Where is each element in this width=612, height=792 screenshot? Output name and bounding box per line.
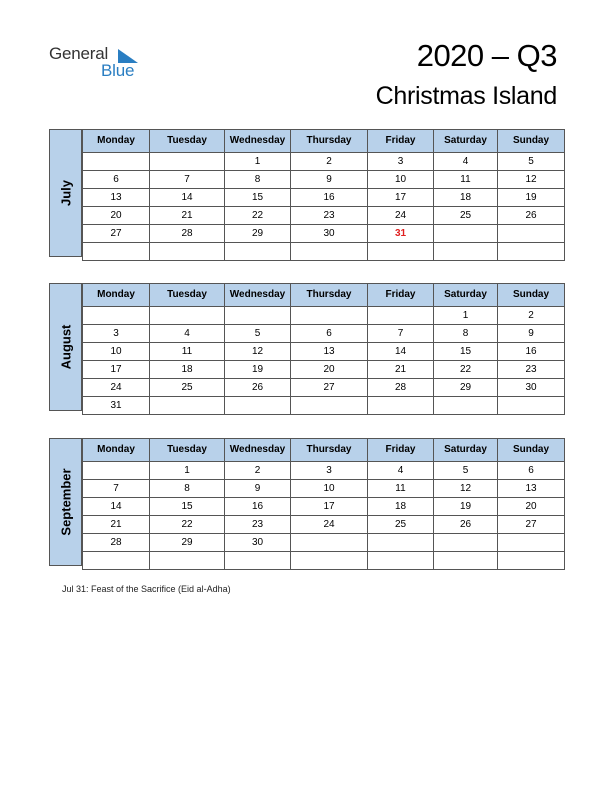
day-cell: 24 bbox=[291, 516, 368, 534]
weekday-header: Saturday bbox=[434, 130, 498, 153]
empty-day-cell bbox=[83, 243, 150, 261]
weekday-header: Friday bbox=[368, 439, 434, 462]
empty-day-cell bbox=[368, 534, 434, 552]
empty-day-cell bbox=[291, 243, 368, 261]
logo bbox=[49, 44, 149, 84]
day-cell: 29 bbox=[225, 225, 291, 243]
week-row bbox=[83, 243, 565, 261]
day-cell: 18 bbox=[434, 189, 498, 207]
day-cell: 10 bbox=[368, 171, 434, 189]
day-cell: 13 bbox=[291, 343, 368, 361]
weekday-header: Wednesday bbox=[225, 284, 291, 307]
logo-blue-text: Blue bbox=[101, 61, 135, 80]
day-cell: 17 bbox=[291, 498, 368, 516]
day-cell: 14 bbox=[150, 189, 225, 207]
weekday-header: Saturday bbox=[434, 439, 498, 462]
day-cell: 11 bbox=[368, 480, 434, 498]
day-cell: 15 bbox=[434, 343, 498, 361]
day-cell: 12 bbox=[434, 480, 498, 498]
week-row bbox=[83, 480, 565, 498]
day-cell: 21 bbox=[150, 207, 225, 225]
day-cell: 18 bbox=[368, 498, 434, 516]
day-cell: 22 bbox=[225, 207, 291, 225]
empty-day-cell bbox=[368, 243, 434, 261]
month-label bbox=[49, 129, 82, 257]
day-cell: 31 bbox=[83, 397, 150, 415]
month-name: August bbox=[58, 324, 73, 370]
empty-day-cell bbox=[498, 534, 565, 552]
day-cell: 21 bbox=[83, 516, 150, 534]
weekday-header-row bbox=[83, 130, 565, 153]
day-cell: 2 bbox=[498, 307, 565, 325]
empty-day-cell bbox=[368, 397, 434, 415]
week-row bbox=[83, 307, 565, 325]
empty-day-cell bbox=[291, 534, 368, 552]
day-cell: 5 bbox=[498, 153, 565, 171]
day-cell: 8 bbox=[225, 171, 291, 189]
day-cell: 15 bbox=[150, 498, 225, 516]
day-cell: 29 bbox=[434, 379, 498, 397]
day-cell: 18 bbox=[150, 361, 225, 379]
day-cell: 3 bbox=[83, 325, 150, 343]
day-cell: 27 bbox=[291, 379, 368, 397]
empty-day-cell bbox=[368, 307, 434, 325]
day-cell: 16 bbox=[291, 189, 368, 207]
day-cell: 20 bbox=[498, 498, 565, 516]
weekday-header: Sunday bbox=[498, 439, 565, 462]
empty-day-cell bbox=[291, 307, 368, 325]
empty-day-cell bbox=[434, 534, 498, 552]
week-row bbox=[83, 325, 565, 343]
empty-day-cell bbox=[150, 552, 225, 570]
day-cell: 26 bbox=[225, 379, 291, 397]
day-cell: 14 bbox=[83, 498, 150, 516]
calendar-grid bbox=[82, 283, 565, 415]
weekday-header: Wednesday bbox=[225, 130, 291, 153]
weekday-header: Thursday bbox=[291, 439, 368, 462]
day-cell: 17 bbox=[83, 361, 150, 379]
day-cell: 5 bbox=[225, 325, 291, 343]
week-row bbox=[83, 171, 565, 189]
weekday-header: Monday bbox=[83, 130, 150, 153]
day-cell: 1 bbox=[434, 307, 498, 325]
month-label bbox=[49, 438, 82, 566]
holiday-note: Jul 31: Feast of the Sacrifice (Eid al-Adha) bbox=[62, 584, 231, 594]
day-cell: 28 bbox=[368, 379, 434, 397]
empty-day-cell bbox=[498, 397, 565, 415]
weekday-header: Sunday bbox=[498, 284, 565, 307]
day-cell: 30 bbox=[498, 379, 565, 397]
day-cell: 5 bbox=[434, 462, 498, 480]
day-cell: 4 bbox=[150, 325, 225, 343]
weekday-header-row bbox=[83, 284, 565, 307]
empty-day-cell bbox=[498, 225, 565, 243]
day-cell: 10 bbox=[291, 480, 368, 498]
day-cell: 27 bbox=[83, 225, 150, 243]
weekday-header: Monday bbox=[83, 439, 150, 462]
day-cell: 16 bbox=[498, 343, 565, 361]
day-cell: 13 bbox=[498, 480, 565, 498]
empty-day-cell bbox=[83, 307, 150, 325]
empty-day-cell bbox=[225, 307, 291, 325]
day-cell: 30 bbox=[225, 534, 291, 552]
day-cell: 8 bbox=[150, 480, 225, 498]
day-cell: 25 bbox=[434, 207, 498, 225]
week-row bbox=[83, 343, 565, 361]
day-cell: 21 bbox=[368, 361, 434, 379]
day-cell: 7 bbox=[83, 480, 150, 498]
weekday-header: Tuesday bbox=[150, 284, 225, 307]
day-cell: 15 bbox=[225, 189, 291, 207]
day-cell: 28 bbox=[150, 225, 225, 243]
empty-day-cell bbox=[150, 307, 225, 325]
day-cell: 6 bbox=[83, 171, 150, 189]
empty-day-cell bbox=[434, 397, 498, 415]
day-cell: 13 bbox=[83, 189, 150, 207]
weekday-header: Friday bbox=[368, 284, 434, 307]
day-cell: 3 bbox=[291, 462, 368, 480]
day-cell: 27 bbox=[498, 516, 565, 534]
day-cell: 26 bbox=[498, 207, 565, 225]
page-subtitle: Christmas Island bbox=[375, 82, 557, 110]
week-row bbox=[83, 361, 565, 379]
day-cell: 12 bbox=[498, 171, 565, 189]
weekday-header: Thursday bbox=[291, 284, 368, 307]
day-cell: 20 bbox=[291, 361, 368, 379]
weekday-header: Wednesday bbox=[225, 439, 291, 462]
weekday-header-row bbox=[83, 439, 565, 462]
day-cell: 19 bbox=[434, 498, 498, 516]
day-cell: 19 bbox=[498, 189, 565, 207]
day-cell: 25 bbox=[150, 379, 225, 397]
empty-day-cell bbox=[83, 552, 150, 570]
empty-day-cell bbox=[83, 462, 150, 480]
day-cell: 14 bbox=[368, 343, 434, 361]
month-calendar bbox=[49, 283, 564, 411]
weekday-header: Monday bbox=[83, 284, 150, 307]
day-cell: 29 bbox=[150, 534, 225, 552]
weekday-header: Friday bbox=[368, 130, 434, 153]
empty-day-cell bbox=[368, 552, 434, 570]
week-row bbox=[83, 189, 565, 207]
empty-day-cell bbox=[498, 243, 565, 261]
week-row bbox=[83, 225, 565, 243]
empty-day-cell bbox=[150, 153, 225, 171]
empty-day-cell bbox=[225, 397, 291, 415]
day-cell: 24 bbox=[83, 379, 150, 397]
weekday-header: Saturday bbox=[434, 284, 498, 307]
day-cell: 7 bbox=[368, 325, 434, 343]
day-cell: 28 bbox=[83, 534, 150, 552]
day-cell: 22 bbox=[434, 361, 498, 379]
month-label bbox=[49, 283, 82, 411]
empty-day-cell bbox=[83, 153, 150, 171]
empty-day-cell bbox=[225, 243, 291, 261]
day-cell: 9 bbox=[291, 171, 368, 189]
empty-day-cell bbox=[498, 552, 565, 570]
day-cell: 30 bbox=[291, 225, 368, 243]
holiday-day-cell: 31 bbox=[368, 225, 434, 243]
week-row bbox=[83, 207, 565, 225]
day-cell: 2 bbox=[225, 462, 291, 480]
day-cell: 2 bbox=[291, 153, 368, 171]
empty-day-cell bbox=[291, 397, 368, 415]
day-cell: 25 bbox=[368, 516, 434, 534]
day-cell: 22 bbox=[150, 516, 225, 534]
day-cell: 11 bbox=[150, 343, 225, 361]
week-row bbox=[83, 534, 565, 552]
week-row bbox=[83, 379, 565, 397]
month-calendar bbox=[49, 129, 564, 257]
day-cell: 26 bbox=[434, 516, 498, 534]
weekday-header: Tuesday bbox=[150, 130, 225, 153]
day-cell: 7 bbox=[150, 171, 225, 189]
day-cell: 6 bbox=[291, 325, 368, 343]
weekday-header: Thursday bbox=[291, 130, 368, 153]
empty-day-cell bbox=[150, 243, 225, 261]
empty-day-cell bbox=[150, 397, 225, 415]
day-cell: 17 bbox=[368, 189, 434, 207]
day-cell: 9 bbox=[498, 325, 565, 343]
weekday-header: Tuesday bbox=[150, 439, 225, 462]
day-cell: 9 bbox=[225, 480, 291, 498]
day-cell: 12 bbox=[225, 343, 291, 361]
empty-day-cell bbox=[225, 552, 291, 570]
day-cell: 1 bbox=[225, 153, 291, 171]
day-cell: 4 bbox=[434, 153, 498, 171]
day-cell: 4 bbox=[368, 462, 434, 480]
day-cell: 23 bbox=[498, 361, 565, 379]
day-cell: 16 bbox=[225, 498, 291, 516]
day-cell: 23 bbox=[291, 207, 368, 225]
week-row bbox=[83, 552, 565, 570]
calendar-grid bbox=[82, 129, 565, 261]
empty-day-cell bbox=[434, 552, 498, 570]
month-name: September bbox=[58, 468, 73, 536]
calendar-grid bbox=[82, 438, 565, 570]
page-title: 2020 – Q3 bbox=[416, 38, 557, 73]
day-cell: 24 bbox=[368, 207, 434, 225]
day-cell: 1 bbox=[150, 462, 225, 480]
day-cell: 3 bbox=[368, 153, 434, 171]
empty-day-cell bbox=[434, 243, 498, 261]
day-cell: 8 bbox=[434, 325, 498, 343]
week-row bbox=[83, 498, 565, 516]
month-calendar bbox=[49, 438, 564, 566]
month-name: July bbox=[58, 179, 73, 207]
day-cell: 19 bbox=[225, 361, 291, 379]
logo-general-text: General bbox=[49, 44, 109, 63]
day-cell: 10 bbox=[83, 343, 150, 361]
week-row bbox=[83, 462, 565, 480]
weekday-header: Sunday bbox=[498, 130, 565, 153]
day-cell: 11 bbox=[434, 171, 498, 189]
day-cell: 20 bbox=[83, 207, 150, 225]
week-row bbox=[83, 397, 565, 415]
empty-day-cell bbox=[434, 225, 498, 243]
day-cell: 6 bbox=[498, 462, 565, 480]
day-cell: 23 bbox=[225, 516, 291, 534]
week-row bbox=[83, 153, 565, 171]
empty-day-cell bbox=[291, 552, 368, 570]
week-row bbox=[83, 516, 565, 534]
